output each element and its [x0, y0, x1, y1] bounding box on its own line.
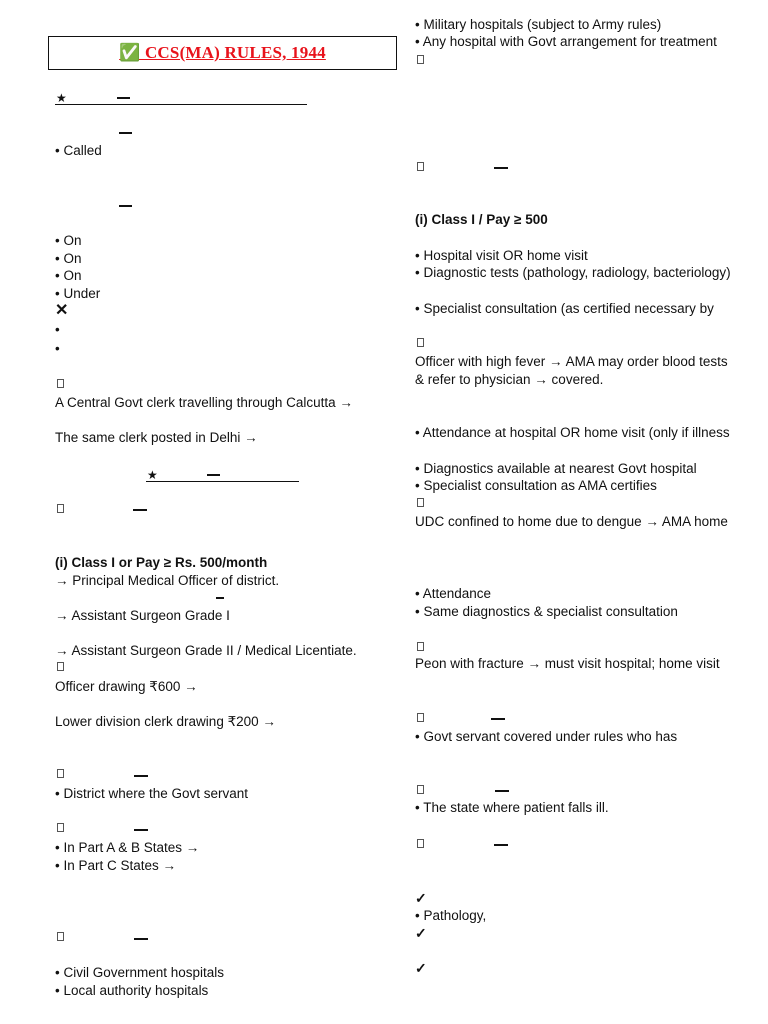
list-item: • In Part C States → — [55, 858, 177, 873]
star-icon: ★ — [56, 91, 67, 105]
dash-mark — [133, 509, 147, 511]
missing-glyph-icon — [57, 662, 64, 671]
class1-heading: (i) Class I or Pay ≥ Rs. 500/month — [55, 555, 268, 570]
dash-mark — [494, 167, 508, 169]
dash-mark — [134, 775, 148, 777]
missing-glyph-icon — [57, 769, 64, 778]
list-item: • Diagnostics available at nearest Govt hospital — [415, 461, 697, 476]
list-item: • Diagnostic tests (pathology, radiology, bacteriology) — [415, 265, 731, 280]
missing-glyph-icon — [417, 642, 424, 651]
missing-glyph-icon — [57, 823, 64, 832]
missing-glyph-icon — [417, 785, 424, 794]
heading-underline — [55, 104, 307, 105]
list-item: • Attendance — [415, 586, 492, 601]
dash-mark — [119, 132, 132, 134]
list-item: • District where the Govt servant — [55, 786, 249, 801]
list-item: • Under — [55, 286, 101, 301]
page-title: ✅ CCS(MA) RULES, 1944 — [119, 43, 326, 62]
list-item: → Assistant Surgeon Grade II / Medical Licentiate. — [55, 643, 357, 658]
list-item: • On — [55, 268, 82, 283]
dash-mark — [495, 790, 509, 792]
class1-pay-heading: (i) Class I / Pay ≥ 500 — [415, 212, 548, 227]
missing-glyph-icon — [417, 713, 424, 722]
list-item: • Same diagnostics & specialist consultation — [415, 604, 678, 619]
list-item: • On — [55, 251, 82, 266]
dash-mark — [134, 938, 148, 940]
missing-glyph-icon — [57, 932, 64, 941]
list-item: • Specialist consultation as AMA certifies — [415, 478, 657, 493]
dash-mark — [216, 597, 224, 599]
example-text: & refer to physician → covered. — [415, 372, 604, 387]
list-item: • The state where patient falls ill. — [415, 800, 609, 815]
dash-mark — [207, 474, 220, 476]
list-item: • Civil Government hospitals — [55, 965, 225, 980]
dash-mark — [494, 844, 508, 846]
list-item: • — [55, 341, 60, 356]
missing-glyph-icon — [57, 504, 64, 513]
example-text: Officer drawing ₹600 → — [55, 679, 198, 694]
list-item: • Specialist consultation (as certified necessary by — [415, 301, 714, 316]
dash-mark — [117, 97, 130, 99]
list-item: • Military hospitals (subject to Army rules) — [415, 17, 662, 32]
check-icon: ✓ — [415, 960, 427, 976]
list-item: • Pathology, — [415, 908, 487, 923]
example-text: Lower division clerk drawing ₹200 → — [55, 714, 276, 729]
example-text: The same clerk posted in Delhi → — [55, 430, 258, 445]
check-icon: ✓ — [415, 925, 427, 941]
list-item: → Assistant Surgeon Grade I — [55, 608, 230, 623]
list-item: • Local authority hospitals — [55, 983, 209, 998]
missing-glyph-icon — [417, 338, 424, 347]
dash-mark — [119, 205, 132, 207]
list-item: • Govt servant covered under rules who has — [415, 729, 678, 744]
missing-glyph-icon — [57, 379, 64, 388]
list-item: • Attendance at hospital OR home visit (only if illness — [415, 425, 730, 440]
list-item: • In Part A & B States → — [55, 840, 200, 855]
list-item: • — [55, 322, 60, 337]
cross-icon: ✕ — [55, 302, 69, 319]
example-text: UDC confined to home due to dengue → AMA home — [415, 514, 728, 529]
missing-glyph-icon — [417, 55, 424, 64]
star-icon: ★ — [147, 468, 158, 482]
example-text: A Central Govt clerk travelling through Calcutta → — [55, 395, 353, 410]
check-icon: ✓ — [415, 890, 427, 906]
dash-mark — [134, 829, 148, 831]
missing-glyph-icon — [417, 839, 424, 848]
heading-underline — [146, 481, 299, 482]
list-item: → Principal Medical Officer of district. — [55, 573, 280, 588]
list-item: • On — [55, 233, 82, 248]
list-item: • Any hospital with Govt arrangement for treatment — [415, 34, 717, 49]
example-text: Officer with high fever → AMA may order blood tests — [415, 354, 728, 369]
called-text: • Called — [55, 143, 102, 158]
title-box — [48, 36, 397, 70]
list-item: • Hospital visit OR home visit — [415, 248, 588, 263]
missing-glyph-icon — [417, 162, 424, 171]
dash-mark — [491, 718, 505, 720]
missing-glyph-icon — [417, 498, 424, 507]
example-text: Peon with fracture → must visit hospital; home visit — [415, 656, 720, 671]
